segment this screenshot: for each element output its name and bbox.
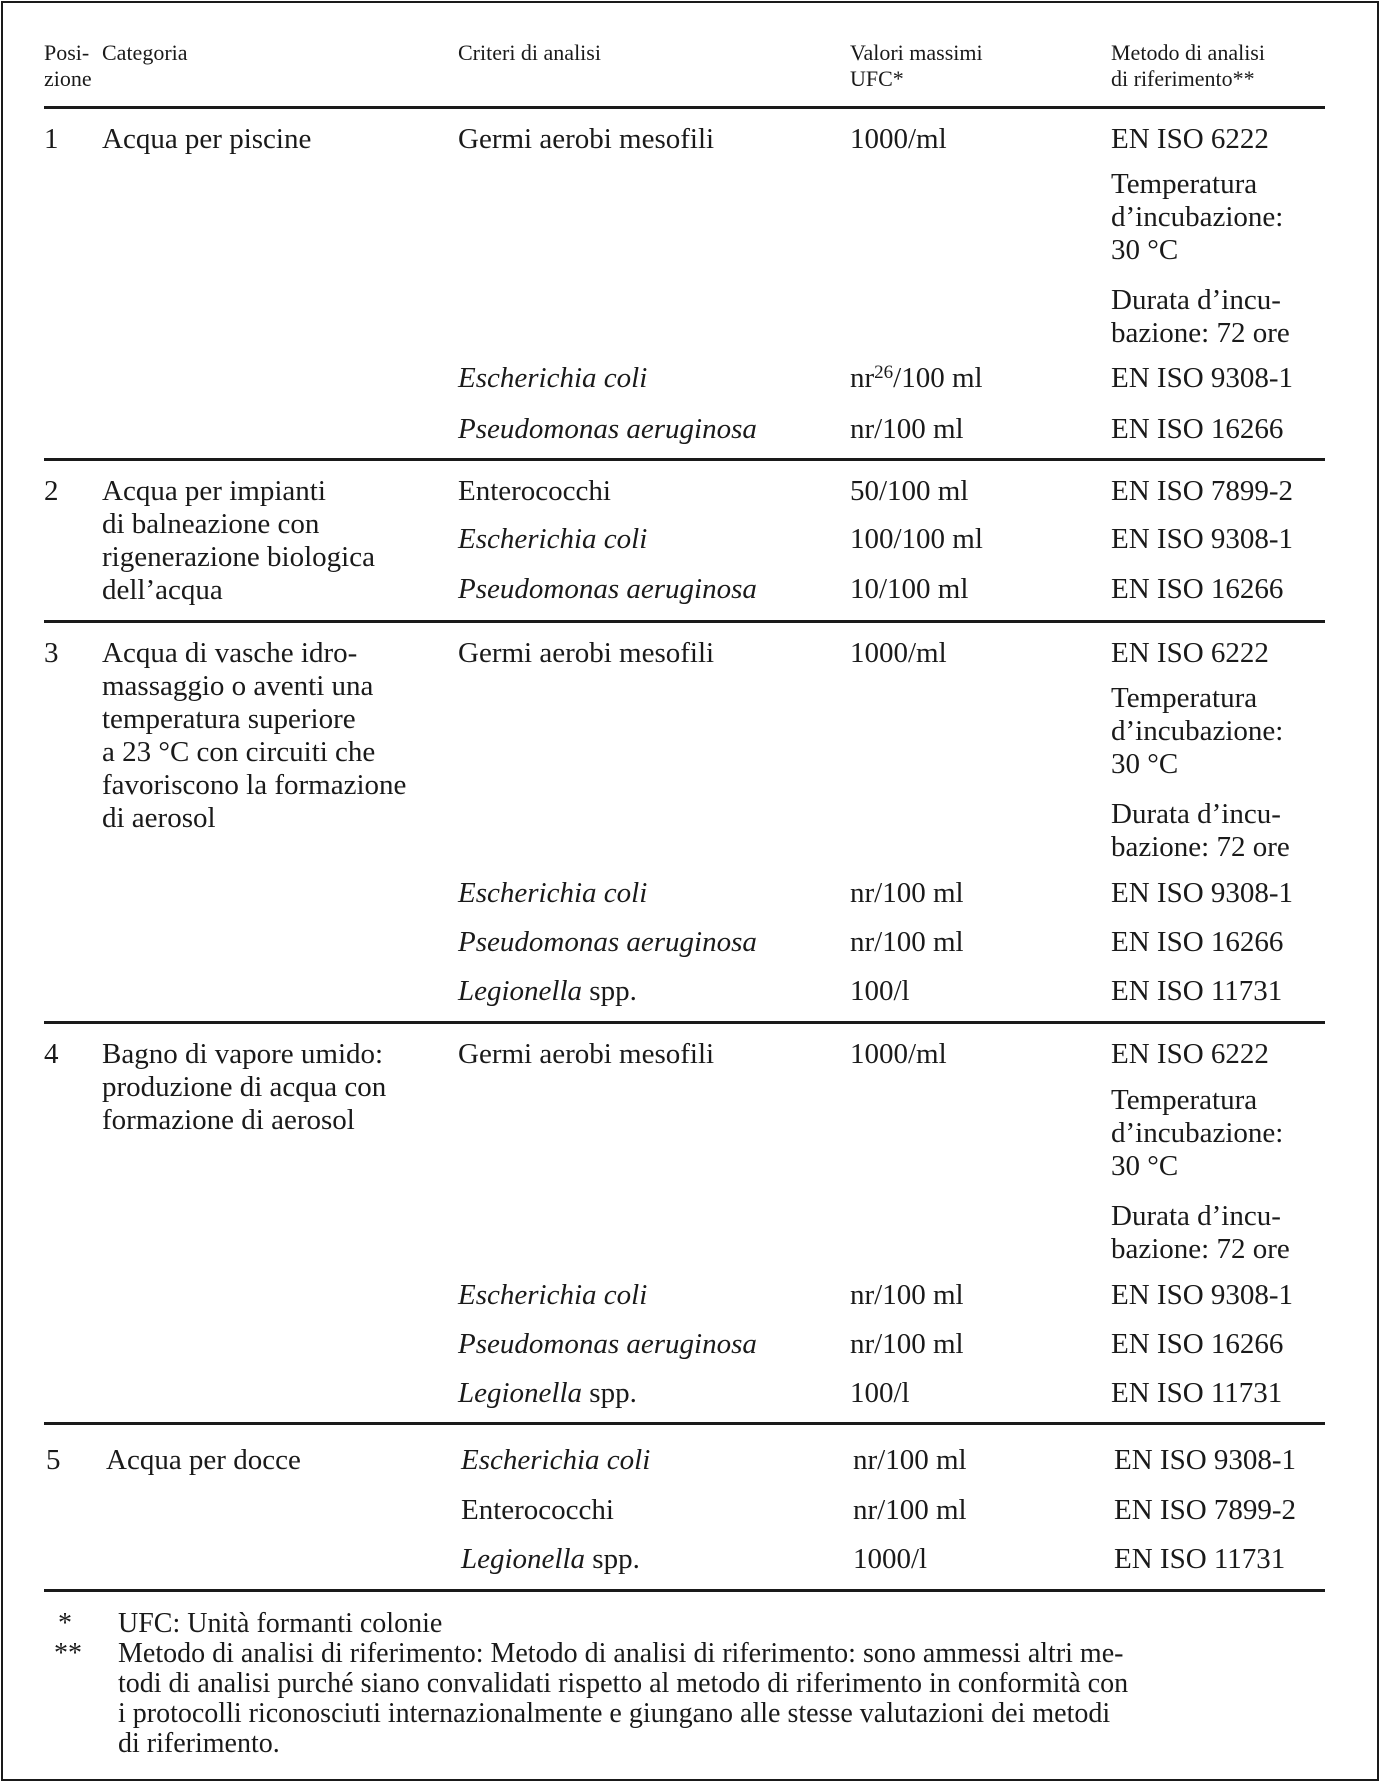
header-criteria: Criteri di analisi — [458, 40, 601, 65]
row-position: 1 — [44, 123, 59, 155]
header-position: Posi- zione — [44, 40, 92, 91]
criterion-genus: Legionella — [458, 1377, 583, 1409]
value-cell: 50/100 ml — [850, 475, 969, 507]
method-cell: EN ISO 9308-1 — [1111, 523, 1294, 555]
row-category: Bagno di vapore umido: produzione di acqua con formazione di aerosol — [102, 1038, 387, 1136]
criterion-cell: Germi aerobi mesofili — [458, 123, 715, 155]
criterion-cell: Germi aerobi mesofili — [458, 637, 715, 669]
value-cell: 1000/ml — [850, 1038, 947, 1070]
criterion-genus: Legionella — [458, 975, 583, 1007]
row-separator — [44, 458, 1325, 461]
method-cell: EN ISO 16266 — [1111, 926, 1284, 958]
criterion-cell — [461, 1543, 640, 1576]
criterion-species: spp. — [585, 1543, 640, 1575]
footnote-mark: * — [58, 1608, 72, 1639]
footnote-text: UFC: Unità formanti colonie — [118, 1608, 443, 1639]
method-cell: EN ISO 9308-1 — [1111, 877, 1294, 909]
value-suffix: /100 ml — [893, 362, 983, 394]
footnote-text: Metodo di analisi di riferimento: Metodo di analisi di riferimento: sono ammessi altri me- todi di analisi purché siano convalidati rispetto al metodo di riferimento in conformità con i protocolli riconosciuti internazionalmente e giungano alle stesse valutazioni dei metodi di riferimento. — [118, 1638, 1129, 1759]
value-cell: 100/l — [850, 1377, 910, 1409]
value-cell: 1000/l — [853, 1543, 928, 1575]
method-cell: EN ISO 11731 — [1114, 1543, 1286, 1575]
header-rule — [44, 106, 1325, 109]
row-category: Acqua per impianti di balneazione con rigenerazione biologica dell’acqua — [102, 475, 375, 606]
method-cell: EN ISO 6222 — [1111, 637, 1269, 669]
value-cell: nr/100 ml — [850, 413, 964, 445]
method-note-temperature: Temperatura d’incubazione: 30 °C — [1111, 168, 1284, 266]
method-cell: EN ISO 9308-1 — [1111, 1279, 1294, 1311]
value-cell: nr/100 ml — [853, 1494, 967, 1526]
row-category: Acqua di vasche idro- massaggio o aventi una temperatura superiore a 23 °C con circuiti che favoriscono la formazione di aerosol — [102, 637, 407, 834]
method-cell: EN ISO 16266 — [1111, 413, 1284, 445]
value-cell: nr/100 ml — [850, 926, 964, 958]
criterion-cell: Enterococchi — [458, 475, 611, 507]
row-position: 3 — [44, 637, 59, 669]
criterion-cell: Enterococchi — [461, 1494, 614, 1526]
method-cell: EN ISO 9308-1 — [1114, 1444, 1297, 1476]
method-cell: EN ISO 9308-1 — [1111, 362, 1294, 394]
value-cell: 100/l — [850, 975, 910, 1007]
criterion-cell: Escherichia coli — [458, 1279, 648, 1311]
criterion-cell — [458, 975, 637, 1008]
row-category: Acqua per piscine — [102, 123, 312, 155]
method-cell: EN ISO 6222 — [1111, 123, 1269, 155]
header-category: Categoria — [102, 40, 188, 65]
criterion-cell: Pseudomonas aeruginosa — [458, 573, 757, 605]
value-cell: 1000/ml — [850, 637, 947, 669]
method-cell: EN ISO 11731 — [1111, 975, 1283, 1007]
criterion-species: spp. — [582, 975, 637, 1007]
criterion-cell: Escherichia coli — [458, 877, 648, 909]
criterion-cell: Escherichia coli — [458, 362, 648, 394]
row-position: 4 — [44, 1038, 59, 1070]
header-max-values: Valori massimi UFC* — [850, 40, 983, 91]
method-note-duration: Durata d’incu- bazione: 72 ore — [1111, 1200, 1290, 1265]
method-cell: EN ISO 6222 — [1111, 1038, 1269, 1070]
criterion-cell: Escherichia coli — [458, 523, 648, 555]
criterion-cell — [458, 1377, 637, 1410]
method-cell: EN ISO 16266 — [1111, 573, 1284, 605]
method-note-duration: Durata d’incu- bazione: 72 ore — [1111, 284, 1290, 349]
footnote-mark: ** — [54, 1638, 82, 1669]
method-cell: EN ISO 16266 — [1111, 1328, 1284, 1360]
row-position: 2 — [44, 475, 59, 507]
criterion-species: spp. — [582, 1377, 637, 1409]
method-cell: EN ISO 11731 — [1111, 1377, 1283, 1409]
method-note-temperature: Temperatura d’incubazione: 30 °C — [1111, 682, 1284, 780]
method-note-temperature: Temperatura d’incubazione: 30 °C — [1111, 1084, 1284, 1182]
table-bottom-rule — [44, 1589, 1325, 1592]
value-cell: nr/100 ml — [850, 1328, 964, 1360]
value-cell: nr/100 ml — [850, 1279, 964, 1311]
criterion-cell: Germi aerobi mesofili — [458, 1038, 715, 1070]
row-separator — [44, 620, 1325, 623]
value-cell — [850, 362, 983, 395]
value-cell: 100/100 ml — [850, 523, 983, 555]
criterion-cell: Pseudomonas aeruginosa — [458, 1328, 757, 1360]
footnote-reference: 26 — [874, 362, 894, 383]
row-separator — [44, 1422, 1325, 1425]
value-cell: 10/100 ml — [850, 573, 969, 605]
row-position: 5 — [46, 1444, 61, 1476]
value-cell: nr/100 ml — [850, 877, 964, 909]
criterion-cell: Pseudomonas aeruginosa — [458, 413, 757, 445]
criterion-cell: Escherichia coli — [461, 1444, 651, 1476]
method-cell: EN ISO 7899-2 — [1114, 1494, 1297, 1526]
row-category: Acqua per docce — [106, 1444, 301, 1476]
value-cell: nr/100 ml — [853, 1444, 967, 1476]
method-note-duration: Durata d’incu- bazione: 72 ore — [1111, 798, 1290, 863]
value-prefix: nr — [850, 362, 875, 394]
criterion-genus: Legionella — [461, 1543, 586, 1575]
value-cell: 1000/ml — [850, 123, 947, 155]
criterion-cell: Pseudomonas aeruginosa — [458, 926, 757, 958]
method-cell: EN ISO 7899-2 — [1111, 475, 1294, 507]
header-method: Metodo di analisi di riferimento** — [1111, 40, 1265, 91]
row-separator — [44, 1021, 1325, 1024]
